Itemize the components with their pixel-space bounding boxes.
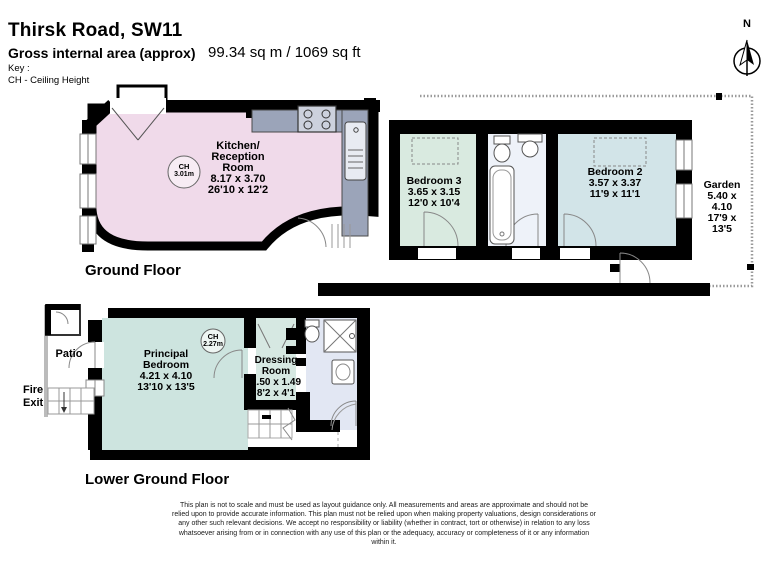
stove-icon xyxy=(298,106,336,132)
gross-area-label: Gross internal area (approx) xyxy=(8,45,196,61)
compass-icon xyxy=(734,40,760,76)
entrance-door-opening xyxy=(110,98,166,114)
ceiling-height-lower: CH 2.27m xyxy=(203,332,223,348)
planter-box xyxy=(46,305,80,335)
garden-label: Garden 5.40 x 4.10 17'9 x 13'5 xyxy=(703,179,741,235)
lower-ground-floor-plan xyxy=(44,305,370,460)
shower-icon xyxy=(324,320,356,352)
dressing-room-label: Dressing Room 2.50 x 1.49 8'2 x 4'1 xyxy=(250,355,302,399)
patio-label: Patio xyxy=(55,348,83,360)
north-label: N xyxy=(743,18,751,30)
disclaimer-text: This plan is not to scale and must be used as layout guidance only. All measurements and areas are approximate and should not be relied upon to provide accurate information. This plan must not be relied upon when making property valuations, design considerations or any other such relevant decisions. We accept no responsibility or liability (whether in contract, tort or otherwise) in relation to any loss whatsoever arising from or in connection with any use of this plan or the adequacy, accuracy or completeness of it or any information within it. xyxy=(172,502,597,546)
fire-exit-label: Fire Exit xyxy=(23,384,44,409)
bedroom2-label: Bedroom 2 3.57 x 3.37 11'9 x 11'1 xyxy=(587,166,643,200)
toilet-icon xyxy=(494,136,510,162)
bathtub-icon xyxy=(490,166,514,244)
toilet-icon xyxy=(305,320,319,342)
kitchen-room-label: Kitchen/ Reception Room 8.17 x 3.70 26'10 x 12'2 xyxy=(207,140,269,196)
key-label: Key : xyxy=(8,63,30,74)
key-item: CH - Ceiling Height xyxy=(8,75,90,86)
gross-area-value: 99.34 sq m / 1069 sq ft xyxy=(208,44,361,61)
ground-floor-label: Ground Floor xyxy=(85,262,181,279)
page-title: Thirsk Road, SW11 xyxy=(8,20,183,41)
sink-icon xyxy=(345,122,366,180)
stairs-icon-lower xyxy=(248,408,295,440)
principal-bedroom-label: Principal Bedroom 4.21 x 4.10 13'10 x 13'5 xyxy=(137,348,195,393)
bedroom3-label: Bedroom 3 3.65 x 3.15 12'0 x 10'4 xyxy=(406,175,462,209)
bay-window-icon xyxy=(80,134,96,244)
lower-ground-floor-label: Lower Ground Floor xyxy=(85,471,230,488)
fire-exit-steps-icon xyxy=(48,388,94,414)
ceiling-height-ground: CH 3.01m xyxy=(174,162,194,178)
washbasin-icon xyxy=(332,360,354,384)
